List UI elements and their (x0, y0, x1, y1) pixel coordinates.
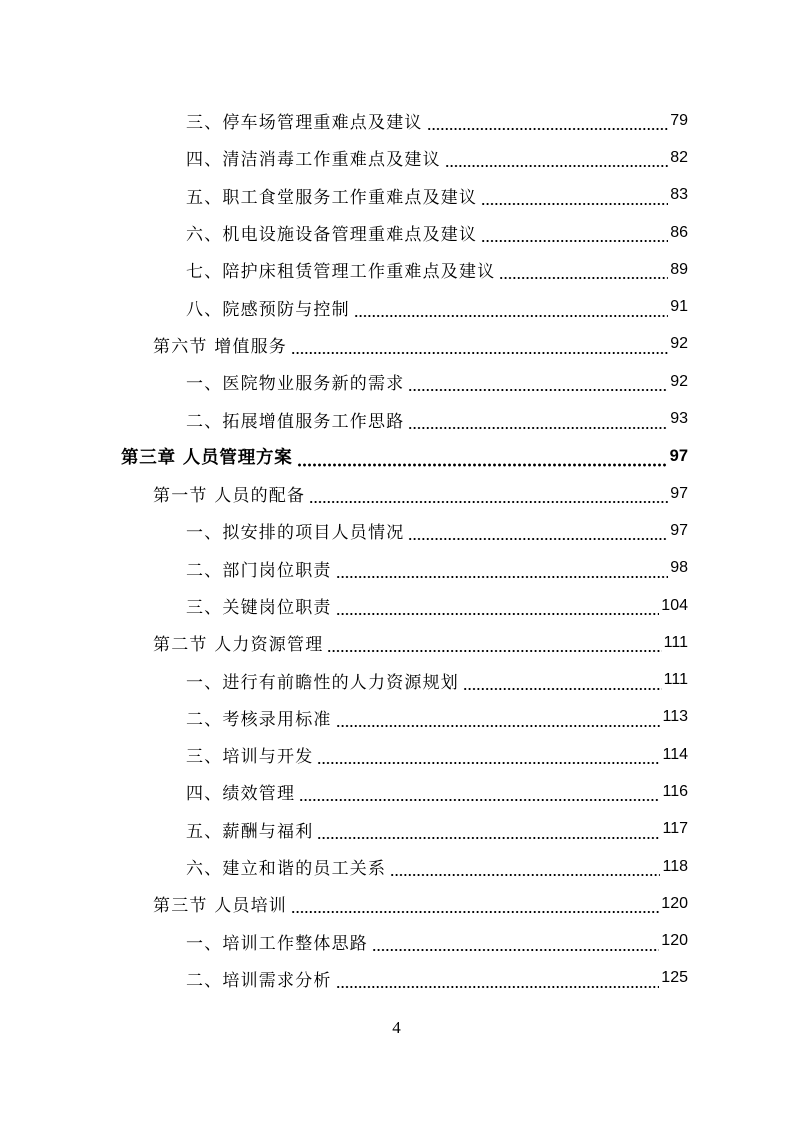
dot-leader (317, 823, 660, 840)
toc-entry-label: 六、建立和谐的员工关系 (186, 859, 387, 880)
dot-leader (291, 897, 659, 914)
toc-entry-label: 五、职工食堂服务工作重难点及建议 (186, 187, 478, 208)
toc-entry-page: 120 (661, 894, 688, 912)
toc-chapter-entry[interactable] (0, 438, 793, 475)
toc-entry-label: 第三章 人员管理方案 (121, 447, 293, 468)
toc-entry-label: 第六节 增值服务 (153, 336, 288, 357)
toc-entry-label: 四、清洁消毒工作重难点及建议 (186, 150, 441, 171)
toc-entry-page: 89 (670, 260, 688, 278)
toc-entry[interactable] (0, 512, 793, 549)
toc-entry-page: 116 (662, 782, 688, 800)
toc-entry-page: 117 (662, 820, 688, 838)
toc-entry-page: 92 (670, 335, 688, 353)
toc-entry[interactable] (0, 699, 793, 736)
toc-entry-label: 三、培训与开发 (186, 747, 314, 768)
dot-leader (309, 487, 668, 504)
toc-entry-page: 98 (670, 559, 688, 577)
toc-entry[interactable] (0, 400, 793, 437)
toc-entry-page: 111 (663, 633, 688, 651)
toc-entry-label: 一、培训工作整体思路 (186, 933, 368, 954)
dot-leader (354, 301, 668, 318)
dot-leader (336, 562, 669, 579)
toc-entry-page: 82 (670, 148, 688, 166)
dot-leader (336, 711, 661, 728)
toc-entry-page: 118 (662, 857, 688, 875)
toc-entry-label: 第二节 人力资源管理 (153, 635, 324, 656)
toc-entry[interactable] (0, 811, 793, 848)
toc-entry-page: 120 (661, 932, 688, 950)
toc-entry[interactable] (0, 102, 793, 139)
dot-leader (408, 524, 668, 541)
toc-section-entry[interactable] (0, 326, 793, 363)
dot-leader (327, 636, 661, 653)
toc-entry-page: 97 (670, 521, 688, 539)
toc-entry-label: 二、考核录用标准 (186, 709, 332, 730)
toc-entry[interactable] (0, 773, 793, 810)
dot-leader (481, 189, 668, 206)
toc-entry-page: 93 (670, 410, 688, 428)
toc-entry-page: 125 (661, 969, 688, 987)
dot-leader (390, 860, 660, 877)
toc-entry-page: 114 (662, 745, 688, 763)
toc-entry-label: 八、院感预防与控制 (186, 299, 350, 320)
dot-leader (408, 375, 668, 392)
toc-section-entry[interactable] (0, 624, 793, 661)
toc-entry-label: 二、部门岗位职责 (186, 560, 332, 581)
toc-entry-page: 92 (670, 372, 688, 390)
toc-entry[interactable] (0, 587, 793, 624)
toc-entry[interactable] (0, 288, 793, 325)
toc-entry-page: 79 (670, 111, 688, 129)
toc-entry-page: 83 (670, 186, 688, 204)
toc-entry-page: 111 (663, 671, 688, 689)
toc-entry[interactable] (0, 251, 793, 288)
toc-entry-label: 二、培训需求分析 (186, 970, 332, 991)
toc-entry-label: 三、关键岗位职责 (186, 598, 332, 618)
toc-entry[interactable] (0, 550, 793, 587)
dot-leader (427, 114, 669, 131)
toc-entry-page: 91 (670, 298, 688, 316)
toc-entry-label: 一、拟安排的项目人员情况 (186, 523, 405, 544)
toc-entry-label: 一、进行有前瞻性的人力资源规划 (186, 672, 459, 693)
toc-entry[interactable] (0, 923, 793, 960)
toc-entry-page: 97 (669, 446, 688, 465)
dot-leader (317, 748, 660, 765)
toc-entry-label: 三、停车场管理重难点及建议 (186, 113, 423, 134)
dot-leader (336, 599, 660, 616)
dot-leader (463, 674, 662, 691)
toc-entry[interactable] (0, 363, 793, 400)
toc-entry-label: 七、陪护床租赁管理工作重难点及建议 (186, 262, 496, 283)
toc-entry-page: 113 (662, 708, 688, 726)
dot-leader (445, 151, 668, 168)
toc-entry-label: 第一节 人员的配备 (153, 486, 306, 507)
dot-leader (336, 972, 660, 989)
toc-entry-label: 一、医院物业服务新的需求 (186, 374, 405, 395)
toc-entry-page: 97 (670, 484, 688, 502)
toc-entry-label: 二、拓展增值服务工作思路 (186, 411, 405, 432)
dot-leader (408, 413, 668, 430)
toc-entry-label: 第三节 人员培训 (153, 896, 288, 917)
toc-entry-label: 四、绩效管理 (186, 784, 296, 805)
toc-section-entry[interactable] (0, 885, 793, 922)
toc-section-entry[interactable] (0, 475, 793, 512)
dot-leader (372, 935, 659, 952)
page-number: 4 (392, 1018, 401, 1037)
dot-leader (291, 338, 668, 355)
toc-entry[interactable] (0, 139, 793, 176)
dot-leader (499, 263, 668, 280)
dot-leader (297, 450, 668, 467)
toc-entry-page: 86 (670, 223, 688, 241)
toc-entry[interactable] (0, 214, 793, 251)
toc-entry[interactable] (0, 960, 793, 997)
toc-entry[interactable] (0, 177, 793, 214)
toc-entry-page: 104 (661, 596, 688, 614)
dot-leader (299, 785, 660, 802)
toc-entry[interactable] (0, 848, 793, 885)
toc-entry-label: 六、机电设施设备管理重难点及建议 (186, 225, 478, 246)
toc-entry[interactable] (0, 736, 793, 773)
dot-leader (481, 226, 668, 243)
table-of-contents (0, 102, 793, 997)
toc-entry[interactable] (0, 661, 793, 698)
toc-entry-label: 五、薪酬与福利 (186, 821, 314, 842)
